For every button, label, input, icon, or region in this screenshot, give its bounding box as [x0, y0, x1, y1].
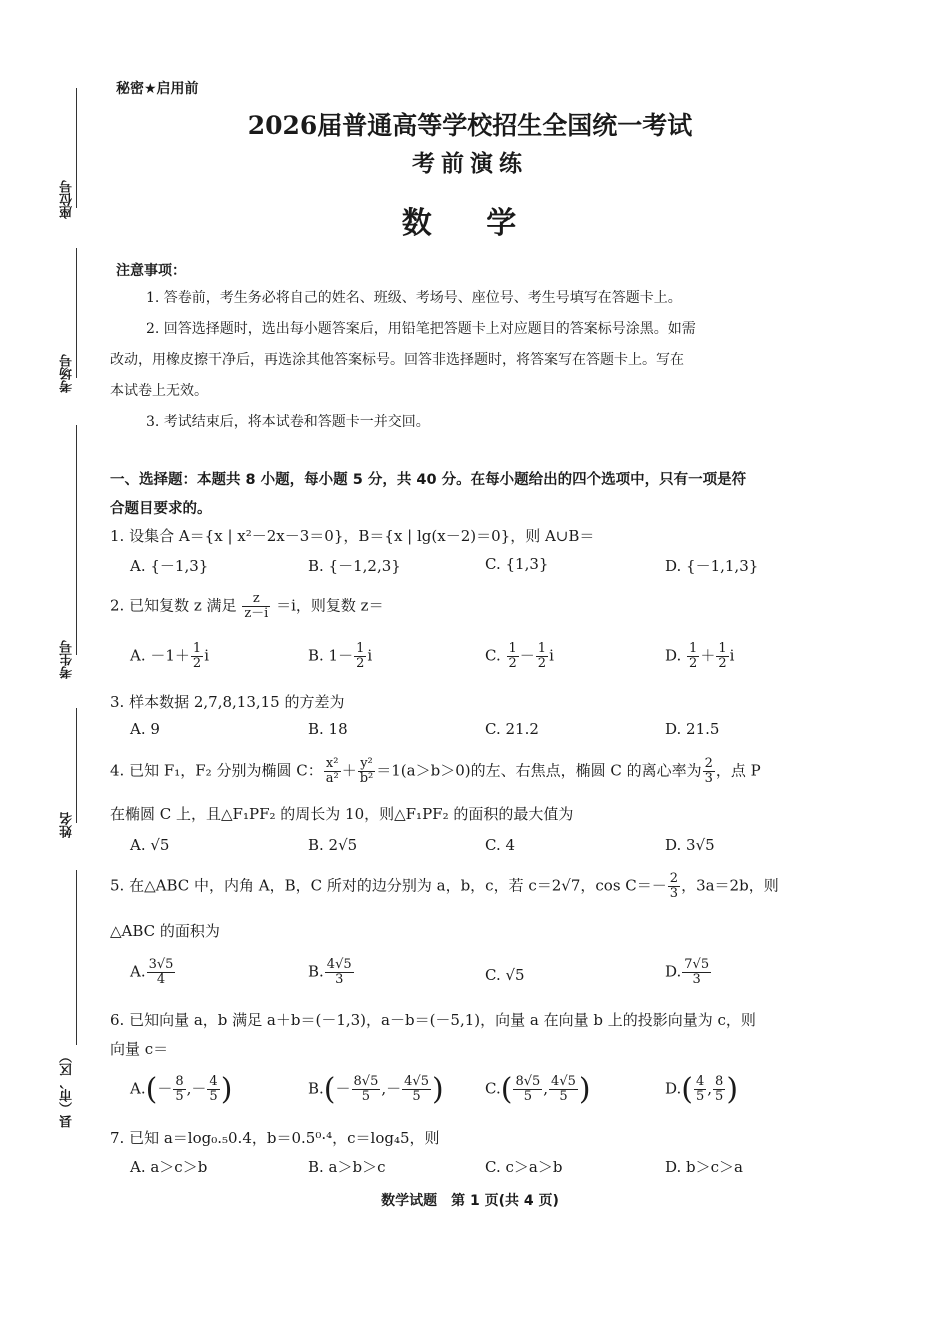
q7-option-c: C. c＞a＞b	[485, 1158, 563, 1176]
frac	[536, 642, 548, 671]
q6-option-b	[308, 1072, 444, 1107]
paren: )	[578, 1072, 591, 1107]
q1-option-b: B. {－1,2,3}	[308, 557, 401, 575]
exam-title: 2026届普通高等学校招生全国统一考试	[247, 111, 693, 140]
frac	[682, 958, 711, 987]
frac-num: 1	[192, 641, 202, 656]
frac-num: 8	[715, 1074, 724, 1089]
paren: )	[431, 1072, 444, 1107]
frac-num: 7√5	[684, 957, 710, 972]
q1-option-d: D. {－1,1,3}	[665, 557, 759, 575]
frac-num: 1	[689, 641, 698, 656]
q3-option-a: A. 9	[130, 720, 160, 738]
frac	[147, 958, 176, 987]
frac	[207, 1075, 219, 1104]
comma: ,	[707, 1079, 713, 1098]
frac	[713, 1075, 725, 1104]
frac-den: 5	[523, 1089, 532, 1104]
opt-text: C.	[485, 1079, 501, 1098]
q3-option-d: D. 21.5	[665, 720, 720, 738]
frac	[694, 1075, 706, 1104]
neg: －	[191, 1079, 207, 1098]
q1-option-c: C. {1,3}	[485, 555, 549, 573]
q5-stem-text: 5. 在△ABC 中，内角 A，B，C 所对的边分别为 a，b，c，若 c＝2√7，cos C＝－	[110, 876, 667, 895]
comma: ,	[543, 1079, 549, 1098]
frac-num: 8	[175, 1074, 184, 1089]
question-5-stem	[110, 872, 828, 901]
question-6-stem: 6. 已知向量 a，b 满足 a＋b＝(－1,3)，a－b＝(－5,1)，向量 a 在向量 b 上的投影向量为 c，则	[110, 1011, 756, 1029]
frac	[402, 1075, 431, 1104]
frac-num: 4	[209, 1074, 218, 1089]
frac-den: 2	[192, 656, 202, 671]
frac-den: 2	[356, 656, 365, 671]
frac-den: 5	[209, 1089, 218, 1104]
neg: －	[157, 1079, 173, 1098]
paren: (	[145, 1072, 158, 1107]
frac-den: 2	[718, 656, 727, 671]
frac-den: 5	[695, 1089, 705, 1104]
question-6-options	[130, 1072, 830, 1114]
paren: (	[500, 1072, 513, 1107]
county-line	[76, 870, 77, 1045]
note-3: 3. 考试结束后，将本试卷和答题卡一并交回。	[146, 414, 430, 430]
frac	[352, 1075, 381, 1104]
q4-option-d: D. 3√5	[665, 836, 715, 854]
imag-unit: i	[204, 646, 210, 665]
exam-subtitle: 考前演练	[412, 150, 528, 177]
name-line	[76, 708, 77, 823]
paren: (	[681, 1072, 693, 1107]
frac	[507, 642, 519, 671]
opt-text: D.	[665, 962, 682, 981]
section-heading-line2: 合题目要求的。	[110, 501, 212, 517]
secret-mark: 秘密★启用前	[116, 81, 199, 97]
opt-text: A. －1＋	[130, 646, 190, 665]
section-heading-line1: 一、选择题：本题共 8 小题，每小题 5 分，共 40 分。在每小题给出的四个选项中，只有一项是符	[110, 472, 747, 488]
imag-unit: i	[729, 646, 735, 665]
exam-no-label: 考生号	[60, 640, 75, 679]
frac-num: 1	[508, 641, 517, 656]
frac-num: z	[242, 592, 270, 607]
note-2a: 2. 回答选择题时，选出每小题答案后，用铅笔把答题卡上对应题目的答案标号涂黑。如需	[146, 321, 696, 337]
frac-den: 5	[715, 1089, 724, 1104]
opt-op: －	[519, 646, 535, 665]
opt-text: B. 1－	[308, 646, 354, 665]
frac-num: y²	[358, 757, 376, 772]
frac-num: 1	[537, 641, 547, 656]
frac-den: b²	[359, 771, 374, 786]
question-4-stem	[110, 757, 828, 786]
frac-num: 4√5	[404, 1074, 429, 1089]
frac-den: 2	[508, 656, 517, 671]
q2-option-c	[485, 642, 554, 671]
paren: (	[323, 1072, 336, 1107]
q5-option-c: C. √5	[485, 966, 525, 984]
opt-text: D.	[665, 1079, 682, 1098]
comma: ,	[381, 1079, 387, 1098]
q2-stem-text-2: ＝i，则复数 z＝	[276, 596, 384, 615]
frac-den: 5	[175, 1089, 184, 1104]
note-2c: 本试卷上无效。	[110, 383, 208, 399]
paren: )	[220, 1072, 233, 1107]
opt-text: A.	[130, 962, 146, 981]
frac	[358, 757, 376, 786]
frac-den: 4	[156, 972, 166, 987]
note-2b: 改动，用橡皮擦干净后，再选涂其他答案标号。回答非选择题时，将答案写在答题卡上。写在	[110, 352, 684, 368]
frac-num: 1	[356, 641, 365, 656]
frac-num: 8√5	[353, 1074, 379, 1089]
imag-unit: i	[367, 646, 373, 665]
q2-fraction	[242, 592, 270, 621]
frac	[703, 757, 715, 786]
frac	[325, 958, 354, 987]
notes-list	[110, 283, 828, 438]
paren: )	[726, 1072, 739, 1107]
q4-stem-text: 4. 已知 F₁，F₂ 分别为椭圆 C：	[110, 761, 323, 780]
frac	[354, 642, 366, 671]
q2-stem-text: 2. 已知复数 z 满足	[110, 596, 237, 615]
frac-den: a²	[325, 771, 339, 786]
question-5-stem-line2: △ABC 的面积为	[110, 922, 220, 940]
question-7-stem: 7. 已知 a＝log₀.₅0.4，b＝0.5⁰·⁴，c＝log₄5，则	[110, 1129, 440, 1147]
question-4-options	[130, 836, 830, 866]
q3-option-c: C. 21.2	[485, 720, 539, 738]
note-1: 1. 答卷前，考生务必将自己的姓名、班级、考场号、座位号、考生号填写在答题卡上。	[146, 290, 682, 306]
q2-option-a	[130, 642, 209, 671]
q5-stem-text-2: ，3a＝2b，则	[681, 876, 779, 895]
q5-option-d	[665, 958, 712, 987]
frac-den: 3	[335, 972, 344, 987]
seat-label: 座位号	[60, 180, 75, 219]
opt-text: B.	[308, 962, 324, 981]
frac-num: 2	[669, 871, 679, 886]
q6-option-c	[485, 1072, 591, 1107]
binding-strip	[0, 0, 100, 1344]
frac-den: 3	[704, 771, 713, 786]
opt-text: C.	[485, 646, 501, 665]
frac	[173, 1075, 185, 1104]
q4-plus: ＋	[341, 761, 357, 780]
frac-num: x²	[324, 757, 341, 772]
q5-option-a	[130, 958, 176, 987]
q7-option-d: D. b＞c＞a	[665, 1158, 743, 1176]
frac-den: 5	[559, 1089, 568, 1104]
frac-num: 4	[695, 1074, 705, 1089]
frac-den: 5	[361, 1089, 371, 1104]
opt-text: D.	[665, 646, 682, 665]
q2-option-b	[308, 642, 372, 671]
q6-option-a	[130, 1072, 232, 1107]
frac	[716, 642, 728, 671]
exam-no-line	[76, 425, 77, 655]
frac	[687, 642, 699, 671]
neg: －	[386, 1079, 402, 1098]
frac-den: 3	[692, 972, 701, 987]
frac-den: 2	[537, 656, 547, 671]
q1-option-a: A. {－1,3}	[130, 557, 209, 575]
q4-stem-text-2: ＝1(a＞b＞0)的左、右焦点，椭圆 C 的离心率为	[376, 761, 702, 780]
subject-title: 数 学	[401, 206, 539, 241]
question-7-options	[130, 1156, 830, 1186]
frac	[549, 1075, 578, 1104]
frac-num: 8√5	[515, 1074, 541, 1089]
q4-option-a: A. √5	[130, 836, 170, 854]
q7-option-a: A. a＞c＞b	[130, 1158, 208, 1176]
frac-den: 2	[689, 656, 698, 671]
notes-heading: 注意事项：	[116, 263, 186, 279]
q7-option-b: B. a＞b＞c	[308, 1158, 386, 1176]
frac-den: z－i	[244, 606, 269, 621]
q2-option-d	[665, 642, 734, 671]
question-1-options	[130, 555, 830, 585]
room-label: 考场号	[60, 354, 75, 393]
frac-num: 4√5	[551, 1074, 576, 1089]
question-1-stem: 1. 设集合 A＝{x | x²－2x－3＝0}，B＝{x | lg(x－2)＝0}，则 A∪B＝	[110, 527, 595, 545]
section-heading	[110, 466, 828, 524]
q5-option-b	[308, 958, 355, 987]
frac-num: 4√5	[326, 957, 352, 972]
opt-text: A.	[130, 1079, 146, 1098]
comma: ,	[186, 1079, 192, 1098]
q4-stem-text-3: ，点 P	[715, 761, 761, 780]
county-label: 县（市、区）	[60, 1050, 75, 1128]
frac-den: 5	[412, 1089, 421, 1104]
frac	[668, 872, 680, 901]
question-2-stem	[110, 592, 828, 621]
frac	[191, 642, 203, 671]
q3-option-b: B. 18	[308, 720, 348, 738]
opt-text: B.	[308, 1079, 324, 1098]
question-3-options	[130, 720, 830, 750]
name-label: 姓名	[60, 812, 75, 838]
page-footer: 数学试题 第 1 页(共 4 页)	[381, 1193, 559, 1209]
question-4-stem-line2: 在椭圆 C 上，且△F₁PF₂ 的周长为 10，则△F₁PF₂ 的面积的最大值为	[110, 805, 574, 823]
question-6-stem-line2: 向量 c＝	[110, 1040, 169, 1058]
imag-unit: i	[549, 646, 554, 665]
frac-num: 2	[704, 756, 713, 771]
q4-option-c: C. 4	[485, 836, 516, 854]
question-2-options	[130, 642, 830, 682]
frac	[513, 1075, 542, 1104]
frac-num: 3√5	[148, 957, 174, 972]
q4-option-b: B. 2√5	[308, 836, 358, 854]
opt-op: ＋	[700, 646, 716, 665]
frac-den: 3	[669, 886, 679, 901]
question-5-options	[130, 958, 830, 998]
question-3-stem: 3. 样本数据 2,7,8,13,15 的方差为	[110, 693, 345, 711]
frac	[324, 757, 341, 786]
neg: －	[335, 1079, 351, 1098]
frac-num: 1	[718, 641, 727, 656]
q6-option-d	[665, 1072, 738, 1107]
